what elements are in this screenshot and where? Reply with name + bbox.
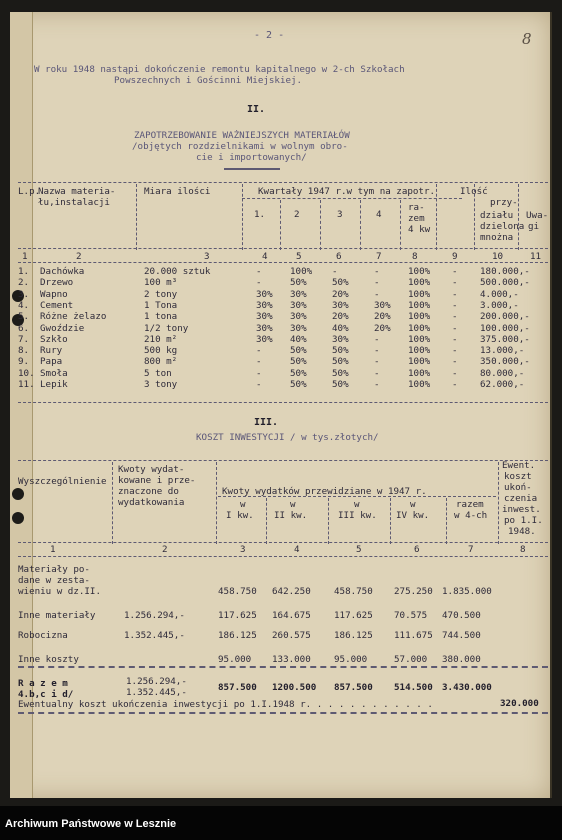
material-q2-cell: 50% [290,379,307,390]
material-razem-cell: 100% [408,266,431,277]
material-name-cell: Szkło [40,333,68,345]
material-qty-cell: 5 ton [144,367,172,379]
material-lp-cell: 4. [18,299,30,311]
cost-q2-cell: 642.250 [272,586,311,597]
header-ewent-2: koszt [504,471,532,482]
material-q4-cell: - [374,277,380,289]
material-q3-cell: 40% [332,322,349,334]
intro-line-1: W roku 1948 nastąpi dokończenie remontu kapitalnego w 2-ch Szkołach [34,64,405,75]
header-razem-2: zem [408,213,425,224]
material-lp-cell: 1. [18,266,30,277]
header-q4-b: IV kw. [396,510,430,521]
header-kwoty-4: wydatkowania [118,497,185,508]
total-q1: 857.500 [218,682,257,693]
material-p-cell: - [452,367,458,379]
table-rule [280,200,281,250]
material-name-cell: Rury [40,345,63,357]
material-q1-cell: 30% [256,322,273,334]
table-rule [328,498,329,544]
material-razem-cell: 100% [408,288,431,300]
material-p-cell: - [452,266,458,277]
material-q4-cell: - [374,345,380,357]
material-name-cell: Smoła [40,367,68,379]
total-label-1: R a z e m [18,678,68,689]
cost-q1-cell: 95.000 [218,654,252,665]
table-rule [360,200,361,250]
cost-q3-cell: 95.000 [334,654,368,665]
table-rule [446,498,447,544]
material-name-cell: Cement [40,299,74,311]
table-rule [18,182,548,183]
material-lp-cell: 6. [18,322,30,334]
material-p-cell: - [452,379,458,390]
material-name-cell: Dachówka [40,266,85,277]
col-number: 3 [240,544,246,555]
cost-q4-cell: 111.675 [394,630,433,641]
table-rule [242,184,243,250]
title-underline [224,168,280,170]
cost-kwoty-cell: 1.256.294,- [124,610,185,621]
table-rule [112,462,113,544]
header-kwoty-3: znaczone do [118,486,179,497]
header-group: Kwoty wydatków przewidziane w 1947 r. [222,486,427,497]
cost-row-label: dane w zesta- [18,575,90,586]
material-qty-cell: 2 tony [144,288,178,300]
material-razem-cell: 100% [408,277,431,289]
header-razem-b: w 4-ch [454,510,488,521]
header-uwagi-1: Uwa- [526,210,549,221]
section-3-title: KOSZT INWESTYCJI / w tys.złotych/ [196,432,379,443]
material-q4-cell: 20% [374,322,391,334]
material-value-cell: 3.000,- [480,299,519,311]
material-q1-cell: 30% [256,299,273,311]
section-3-numeral: III. [254,417,279,428]
cost-razem-cell: 470.500 [442,610,481,621]
material-razem-cell: 100% [408,379,431,390]
material-razem-cell: 100% [408,333,431,345]
col-number: 4 [294,544,300,555]
header-q1-a: w [240,499,246,510]
total-razem: 3.430.000 [442,682,492,693]
material-q1-cell: - [256,356,262,368]
header-q1-b: I kw. [226,510,254,521]
material-q4-cell: - [374,266,380,277]
cost-row-label: Robocizna [18,630,68,641]
material-q4-cell: - [374,379,380,390]
material-q4-cell: - [374,333,380,345]
material-q4-cell: - [374,367,380,379]
material-q2-cell: 50% [290,277,307,289]
cost-q4-cell: 70.575 [394,610,428,621]
material-q2-cell: 30% [290,322,307,334]
cost-q4-cell: 275.250 [394,586,433,597]
material-lp-cell: 10. [18,367,35,379]
material-q2-cell: 40% [290,333,307,345]
col-number: 5 [356,544,362,555]
page-number: - 2 - [254,30,285,41]
section-2-numeral: II. [247,104,266,115]
material-qty-cell: 1 tona [144,311,178,323]
header-q2: 2 [294,209,300,220]
material-lp-cell: 2. [18,277,30,289]
total-kwoty-1: 1.256.294,- [126,676,187,687]
material-p-cell: - [452,277,458,289]
cost-row-label: Inne koszty [18,654,79,665]
material-name-cell: Różne żelazo [40,311,107,323]
header-q4: 4 [376,209,382,220]
table-rule [18,542,548,543]
punch-hole [12,512,24,524]
material-q4-cell: - [374,288,380,300]
header-razem-a: razem [456,499,484,510]
table-rule [474,184,475,250]
material-name-cell: Drzewo [40,277,74,289]
total-q4: 514.500 [394,682,433,693]
material-razem-cell: 100% [408,322,431,334]
col-number: 3 [204,251,210,262]
material-q1-cell: - [256,277,262,289]
material-lp-cell: 5. [18,311,30,323]
total-q3: 857.500 [334,682,373,693]
cost-razem-cell: 744.500 [442,630,481,641]
cost-q1-cell: 186.125 [218,630,257,641]
header-name-1: Nazwa materia- [38,186,116,197]
material-qty-cell: 1/2 tony [144,322,189,334]
intro-line-2: Powszechnych i Gościnni Miejskiej. [114,75,303,86]
cost-q2-cell: 164.675 [272,610,311,621]
header-ilosc-4: dzielona [480,221,525,232]
material-q3-cell: 50% [332,367,349,379]
col-number: 11 [530,251,542,262]
header-measure: Miara ilości [144,186,211,197]
table-rule [18,248,548,249]
header-ewent-7: 1948. [508,526,536,537]
material-q3-cell: 50% [332,345,349,357]
material-q4-cell: 30% [374,299,391,311]
material-qty-cell: 1 Tona [144,299,178,311]
handwritten-page-number: 8 [522,30,532,48]
material-q3-cell: 20% [332,288,349,300]
col-number: 2 [162,544,168,555]
material-q1-cell: 30% [256,288,273,300]
material-q3-cell: 50% [332,356,349,368]
material-value-cell: 200.000,- [480,311,530,323]
col-number: 9 [452,251,458,262]
material-name-cell: Lepik [40,379,68,390]
table-rule [390,498,391,544]
material-value-cell: 500.000,- [480,277,530,289]
cost-row-label: wieniu w dz.II. [18,586,101,597]
material-q3-cell: 50% [332,379,349,390]
header-razem-1: ra- [408,202,425,213]
col-number: 2 [76,251,82,262]
table-rule [18,460,548,461]
table-rule [18,402,548,403]
material-value-cell: 180.000,- [480,266,530,277]
material-p-cell: - [452,311,458,323]
material-q2-cell: 50% [290,356,307,368]
table-rule [320,200,321,250]
material-q2-cell: 100% [290,266,313,277]
material-q1-cell: - [256,379,262,390]
table-rule [18,666,548,668]
material-qty-cell: 20.000 sztuk [144,266,211,277]
table-rule [518,184,519,250]
cost-q3-cell: 186.125 [334,630,373,641]
col-number: 1 [50,544,56,555]
material-q2-cell: 30% [290,311,307,323]
col-number: 5 [296,251,302,262]
header-name-2: łu,instalacji [38,197,110,208]
section-2-title-2: /objętych rozdzielnikami w wolnym obro- [132,141,348,152]
total-q2: 1200.500 [272,682,317,693]
header-ewent-6: po 1.I. [504,515,543,526]
cost-q2-cell: 133.000 [272,654,311,665]
material-qty-cell: 210 m² [144,333,178,345]
material-razem-cell: 100% [408,299,431,311]
col-number: 7 [468,544,474,555]
material-value-cell: 350.000,- [480,356,530,368]
material-q3-cell: - [332,266,338,277]
table-rule [436,184,437,250]
cost-kwoty-cell: 1.352.445,- [124,630,185,641]
material-q1-cell: - [256,266,262,277]
material-q2-cell: 50% [290,345,307,357]
material-q1-cell: 30% [256,333,273,345]
material-value-cell: 375.000,- [480,333,530,345]
total-kwoty-2: 1.352.445,- [126,687,187,698]
material-value-cell: 80.000,- [480,367,525,379]
header-ilosc-1: Ilość [460,186,488,197]
material-p-cell: - [452,288,458,300]
table-rule [18,712,548,714]
material-qty-cell: 100 m³ [144,277,178,289]
material-qty-cell: 3 tony [144,379,178,390]
material-q1-cell: - [256,345,262,357]
material-razem-cell: 100% [408,311,431,323]
table-rule [242,198,462,199]
cost-q1-cell: 458.750 [218,586,257,597]
table-rule [498,462,499,544]
material-q3-cell: 30% [332,333,349,345]
table-rule [18,556,548,557]
header-lp: L.p. [18,186,41,197]
header-ilosc-5: mnożna [480,232,514,243]
material-q3-cell: 50% [332,277,349,289]
cost-razem-cell: 1.835.000 [442,586,492,597]
header-spec: Wyszczególnienie [18,476,107,487]
material-q3-cell: 20% [332,311,349,323]
material-value-cell: 4.000,- [480,288,519,300]
material-value-cell: 100.000,- [480,322,530,334]
col-number: 10 [492,251,504,262]
header-q4-a: w [410,499,416,510]
col-number: 6 [336,251,342,262]
material-lp-cell: 8. [18,345,30,357]
material-q2-cell: 30% [290,299,307,311]
material-q1-cell: 30% [256,311,273,323]
cost-q1-cell: 117.625 [218,610,257,621]
cost-q2-cell: 260.575 [272,630,311,641]
header-ewent-5: inwest. [502,504,541,515]
material-lp-cell: 3. [18,288,30,300]
archive-label: Archiwum Państwowe w Lesznie [5,818,177,830]
section-2-title-1: ZAPOTRZEBOWANIE WAŻNIEJSZYCH MATERIAŁÓW [134,130,350,141]
material-razem-cell: 100% [408,345,431,357]
total-label-2: 4.b,c i d/ [18,689,74,700]
header-uwagi-2: gi [528,221,540,232]
table-rule [218,496,496,497]
table-rule [18,262,548,263]
cost-q4-cell: 57.000 [394,654,428,665]
header-quarters-group: Kwartały 1947 r.w tym na zapotr. [258,186,436,197]
col-number: 4 [262,251,268,262]
material-lp-cell: 7. [18,333,30,345]
material-q2-cell: 30% [290,288,307,300]
material-value-cell: 13.000,- [480,345,525,357]
material-name-cell: Papa [40,356,63,368]
material-p-cell: - [452,345,458,357]
header-kwoty-1: Kwoty wydat- [118,464,185,475]
material-razem-cell: 100% [408,356,431,368]
header-q3-a: w [354,499,360,510]
table-rule [400,200,401,250]
material-qty-cell: 500 kg [144,345,178,357]
material-name-cell: Gwoździe [40,322,85,334]
header-ewent-3: ukoń- [504,482,532,493]
table-rule [136,184,137,250]
material-p-cell: - [452,299,458,311]
material-lp-cell: 9. [18,356,30,368]
header-q3: 3 [337,209,343,220]
material-lp-cell: 11. [18,379,35,390]
header-razem-3: 4 kw [408,224,431,235]
material-razem-cell: 100% [408,367,431,379]
punch-hole [12,488,24,500]
header-ilosc-2: przy- [490,197,518,208]
header-q2-b: II kw. [274,510,308,521]
col-number: 8 [520,544,526,555]
header-kwoty-2: kowane i prze- [118,475,196,486]
col-number: 7 [376,251,382,262]
material-name-cell: Wapno [40,288,68,300]
cost-q3-cell: 117.625 [334,610,373,621]
header-ewent-4: czenia [504,493,538,504]
header-ewent-1: Ewent. [502,460,536,471]
col-number: 8 [412,251,418,262]
document-page [10,12,552,798]
archive-footer [0,806,562,840]
material-q4-cell: 20% [374,311,391,323]
header-q1: 1. [254,209,266,220]
material-value-cell: 62.000,- [480,379,525,390]
col-number: 1 [22,251,28,262]
material-q2-cell: 50% [290,367,307,379]
material-p-cell: - [452,322,458,334]
header-q3-b: III kw. [338,510,377,521]
col-number: 6 [414,544,420,555]
header-ilosc-3: działu [480,210,514,221]
material-p-cell: - [452,356,458,368]
cost-q3-cell: 458.750 [334,586,373,597]
table-rule [266,498,267,544]
header-q2-a: w [290,499,296,510]
cost-row-label: Materiały po- [18,564,90,575]
material-q3-cell: 30% [332,299,349,311]
table-rule [216,462,217,544]
material-qty-cell: 800 m² [144,356,178,368]
cost-razem-cell: 380.000 [442,654,481,665]
material-q4-cell: - [374,356,380,368]
cost-row-label: Inne materiały [18,610,96,621]
footnote: Ewentualny koszt ukończenia inwestycji po 1.I.1948 r. . . . . . . . . . . . [18,699,433,710]
section-2-title-3: cie i importowanych/ [196,152,307,163]
material-q1-cell: - [256,367,262,379]
total-ewent: 320.000 [500,698,539,709]
material-p-cell: - [452,333,458,345]
